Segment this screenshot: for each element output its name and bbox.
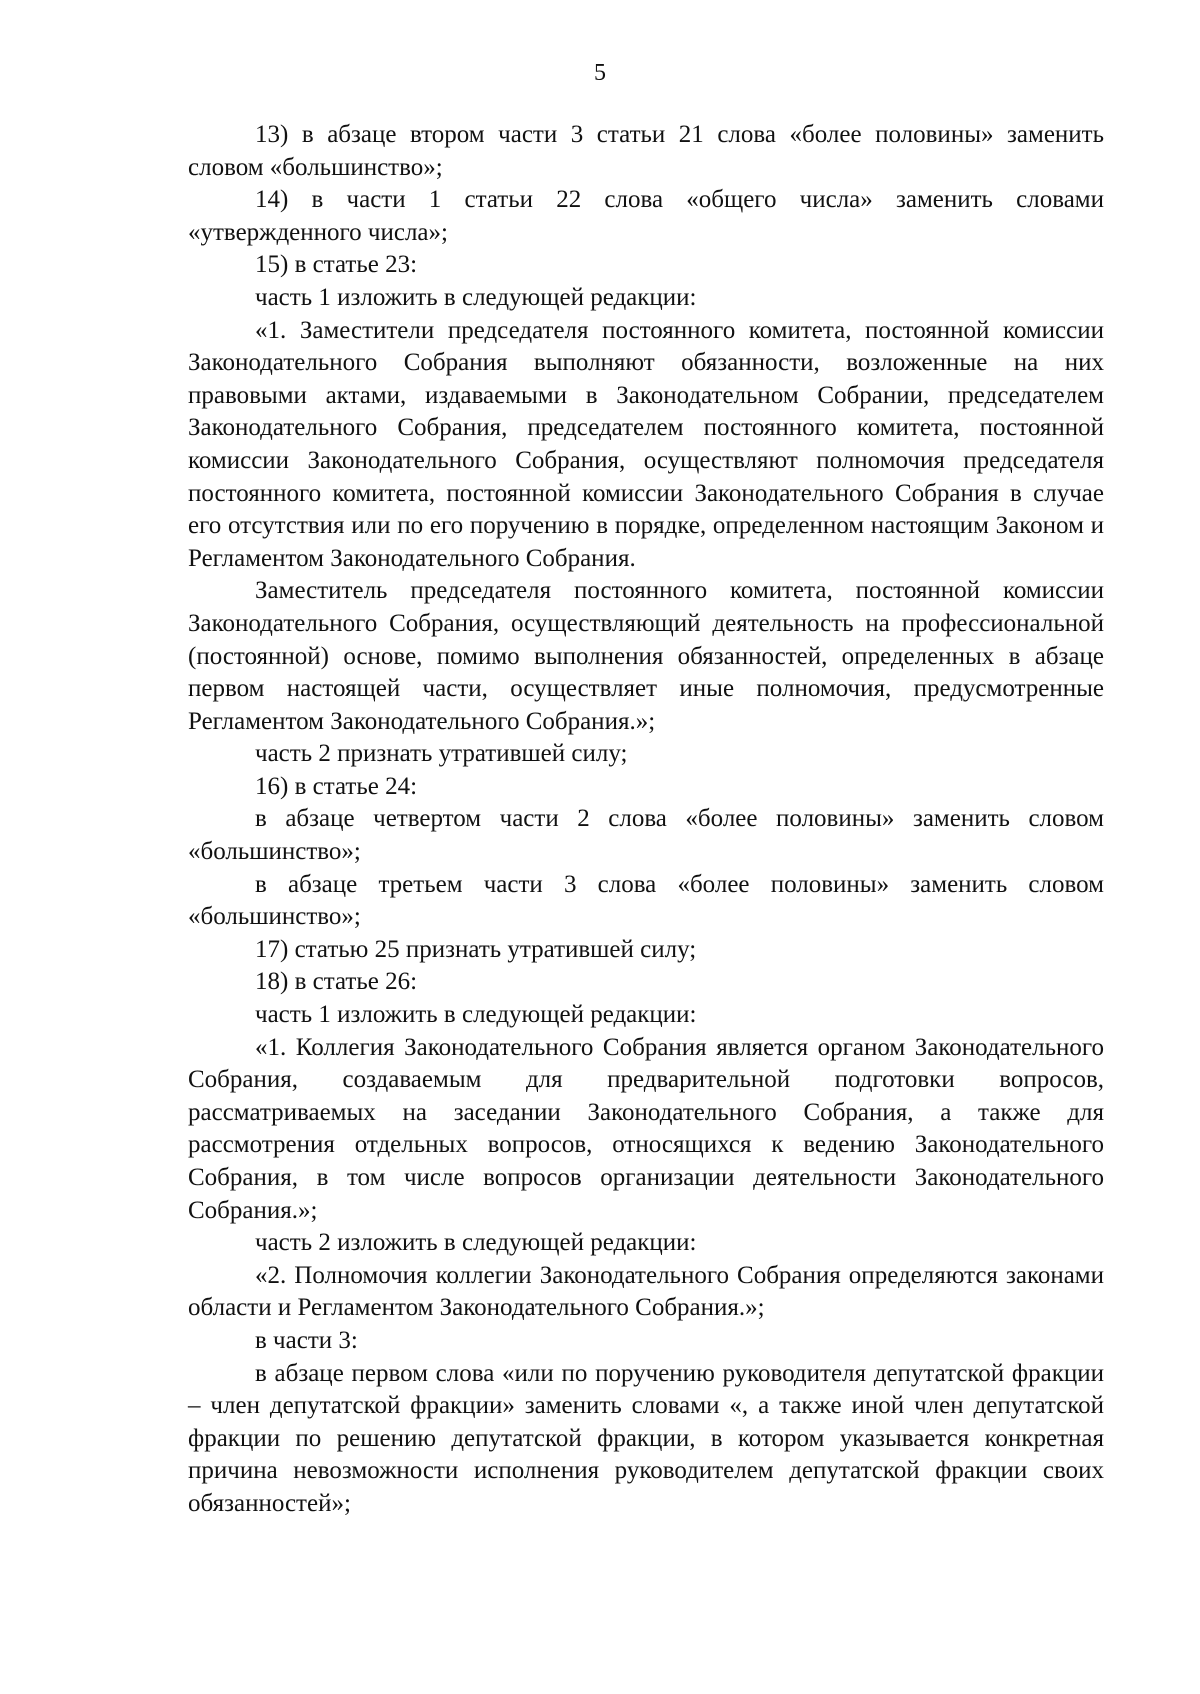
paragraph-item-18: 18) в статье 26:: [255, 968, 418, 996]
paragraph-part-3: в части 3:: [255, 1326, 358, 1354]
paragraph-article-26-part-1: часть 1 изложить в следующей редакции:: [255, 1001, 697, 1029]
paragraph-article-24-part-3: в абзаце третьем части 3 слова «более половины» заменить словом «большинство»;: [188, 870, 1104, 931]
document-body: [188, 119, 1104, 1521]
paragraph-article-24-part-2: в абзаце четвертом части 2 слова «более половины» заменить словом «большинство»;: [188, 805, 1104, 866]
paragraph-item-13: 13) в абзаце втором части 3 статьи 21 слова «более половины» заменить словом «большинство»;: [188, 121, 1104, 181]
paragraph-item-14: 14) в части 1 статьи 22 слова «общего числа» заменить словами «утвержденного числа»;: [188, 186, 1104, 246]
paragraph-item-16: 16) в статье 24:: [255, 772, 418, 800]
page-number: 5: [594, 60, 606, 86]
paragraph-quoted-part-1: «1. Заместители председателя постоянного комитета, постоянной комиссии Законодательного Собрания выполняют обязанности, возложенные на них правовыми актами, издаваемыми в Законодательном Собрании, председателем Законодательного Собрания, председателем постоянного комитета, постоянной комиссии Законодательного Собрания, осуществляют полномочия председателя постоянного комитета, постоянной комиссии Законодательного Собрания в случае его отсутствия или по его поручению в порядке, определенном настоящим Законом и Регламентом Законодательного Собрания.: [188, 316, 1104, 572]
paragraph-part-2-repeal: часть 2 признать утратившей силу;: [255, 740, 628, 768]
paragraph-collegium-part-1: «1. Коллегия Законодательного Собрания является органом Законодательного Собрания, создаваемым для предварительной подготовки вопросов, рассматриваемых на заседании Законодательного Собрания, а также для рассмотрения отдельных вопросов, относящихся к ведению Законодательного Собрания, в том числе вопросов организации деятельности Законодательного Собрания.»;: [188, 1033, 1104, 1224]
paragraph-item-15: 15) в статье 23:: [255, 251, 418, 279]
paragraph-collegium-part-2: «2. Полномочия коллегии Законодательного Собрания определяются законами области и Регламентом Законодательного Собрания.»;: [188, 1261, 1104, 1322]
paragraph-faction-leader: в абзаце первом слова «или по поручению руководителя депутатской фракции – член депутатской фракции» заменить словами «, а также иной член депутатской фракции по решению депутатской фракции, в котором указывается конкретная причина невозможности исполнения руководителем депутатской фракции своих обязанностей»;: [188, 1359, 1104, 1517]
paragraph-article-26-part-2: часть 2 изложить в следующей редакции:: [255, 1229, 697, 1257]
paragraph-item-17: 17) статью 25 признать утратившей силу;: [255, 935, 697, 963]
paragraph-deputy-chair: Заместитель председателя постоянного комитета, постоянной комиссии Законодательного Собрания, осуществляющий деятельность на профессиональной (постоянной) основе, помимо выполнения обязанностей, определенных в абзаце первом настоящей части, осуществляет иные полномочия, предусмотренные Регламентом Законодательного Собрания.»;: [188, 577, 1104, 735]
paragraph-article-23-part-1: часть 1 изложить в следующей редакции:: [255, 283, 697, 311]
